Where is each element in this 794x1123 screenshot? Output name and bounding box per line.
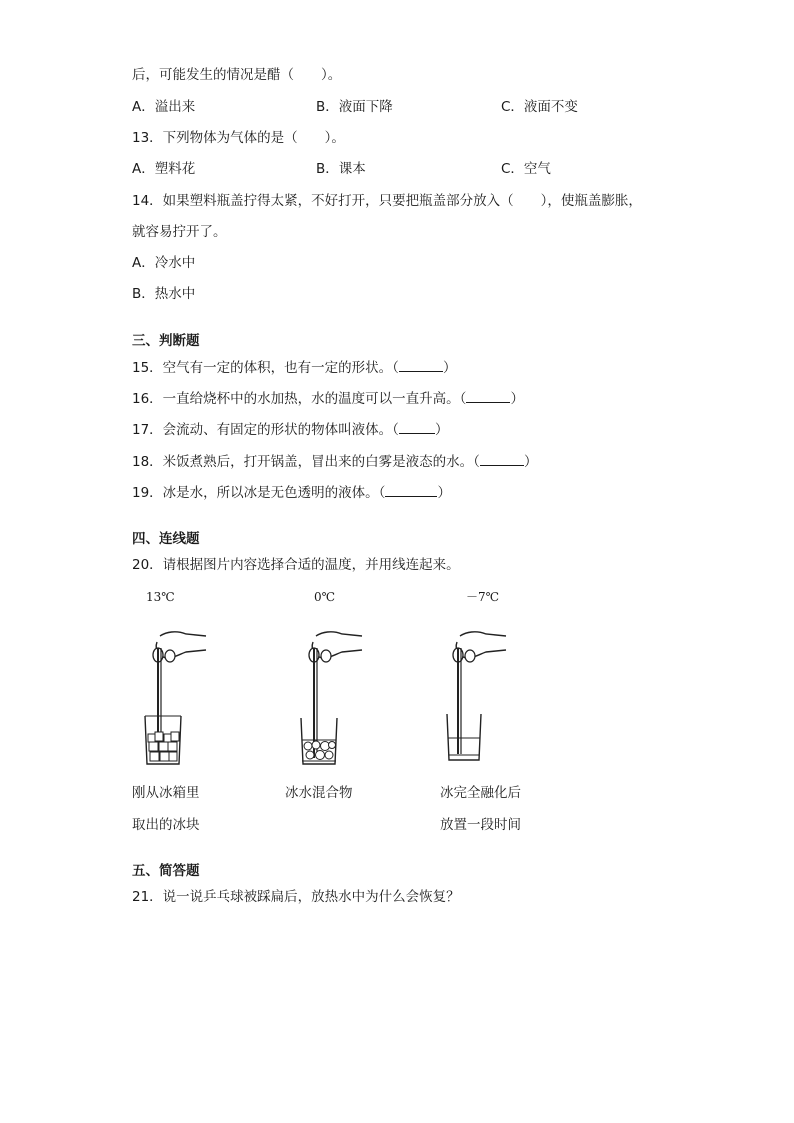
- q13-option-c: C．空气: [501, 161, 551, 177]
- section5-title: 五、简答题: [132, 863, 200, 879]
- q14-option-a: A．冷水中: [132, 255, 196, 271]
- temperature-label-2[interactable]: 0℃: [314, 590, 336, 604]
- q15-answer-blank[interactable]: [399, 357, 443, 372]
- q16-text: 16．一直给烧杯中的水加热，水的温度可以一直升高。（: [132, 391, 467, 407]
- q17-answer-blank[interactable]: [399, 419, 435, 434]
- q13-stem: 13．下列物体为气体的是（ ）。: [132, 130, 345, 146]
- q17-text: 17．会流动、有固定的形状的物体叫液体。（: [132, 422, 399, 438]
- q16-answer-blank[interactable]: [466, 388, 510, 403]
- q15: [132, 357, 456, 378]
- q12-option-b: B．液面下降: [316, 99, 393, 115]
- q12-option-a: A．溢出来: [132, 99, 196, 115]
- temperature-label-3[interactable]: －7℃: [466, 590, 500, 604]
- q14-option-b: B．热水中: [132, 286, 196, 302]
- q18-text: 18．米饭煮熟后，打开锅盖，冒出来的白雾是液态的水。（: [132, 454, 480, 470]
- section3-title: 三、判断题: [132, 333, 200, 349]
- q15-close: ）: [442, 360, 457, 376]
- q18-answer-blank[interactable]: [480, 451, 524, 466]
- q15-text: 15．空气有一定的体积，也有一定的形状。（: [132, 360, 399, 376]
- q18-close: ）: [523, 454, 538, 470]
- caption-3-line1[interactable]: 冰完全融化后: [440, 785, 521, 801]
- q19: [132, 482, 451, 503]
- q19-text: 19．冰是水，所以冰是无色透明的液体。（: [132, 485, 386, 501]
- q18: [132, 451, 537, 472]
- beaker-ice-figure[interactable]: [140, 628, 210, 768]
- caption-3-line2: 放置一段时间: [440, 817, 521, 833]
- q12-option-c: C．液面不变: [501, 99, 578, 115]
- q16-close: ）: [510, 391, 524, 407]
- q12-stem: 后，可能发生的情况是醋（ ）。: [132, 67, 342, 83]
- beaker-ice-water-figure[interactable]: [296, 628, 366, 768]
- q20-stem: 20．请根据图片内容选择合适的温度，并用线连起来。: [132, 557, 460, 573]
- caption-1-line1[interactable]: 刚从冰箱里: [132, 785, 200, 801]
- q14-stem-line1: 14．如果塑料瓶盖拧得太紧，不好打开，只要把瓶盖部分放入（ ），使瓶盖膨胀，: [132, 193, 642, 209]
- beaker-water-figure[interactable]: [440, 628, 510, 768]
- q17: [132, 419, 448, 440]
- q16: [132, 388, 524, 409]
- temperature-label-1[interactable]: 13℃: [146, 590, 175, 604]
- q14-stem-line2: 就容易拧开了。: [132, 224, 227, 240]
- caption-2-line1[interactable]: 冰水混合物: [285, 785, 353, 801]
- q19-answer-blank[interactable]: [385, 482, 437, 497]
- q21-stem: 21．说一说乒乓球被踩扁后，放热水中为什么会恢复？: [132, 889, 460, 905]
- caption-1-line2: 取出的冰块: [132, 817, 200, 833]
- section4-title: 四、连线题: [132, 531, 200, 547]
- q13-option-a: A．塑料花: [132, 161, 196, 177]
- q17-close: ）: [434, 422, 449, 438]
- q13-option-b: B．课本: [316, 161, 366, 177]
- q19-close: ）: [437, 485, 451, 501]
